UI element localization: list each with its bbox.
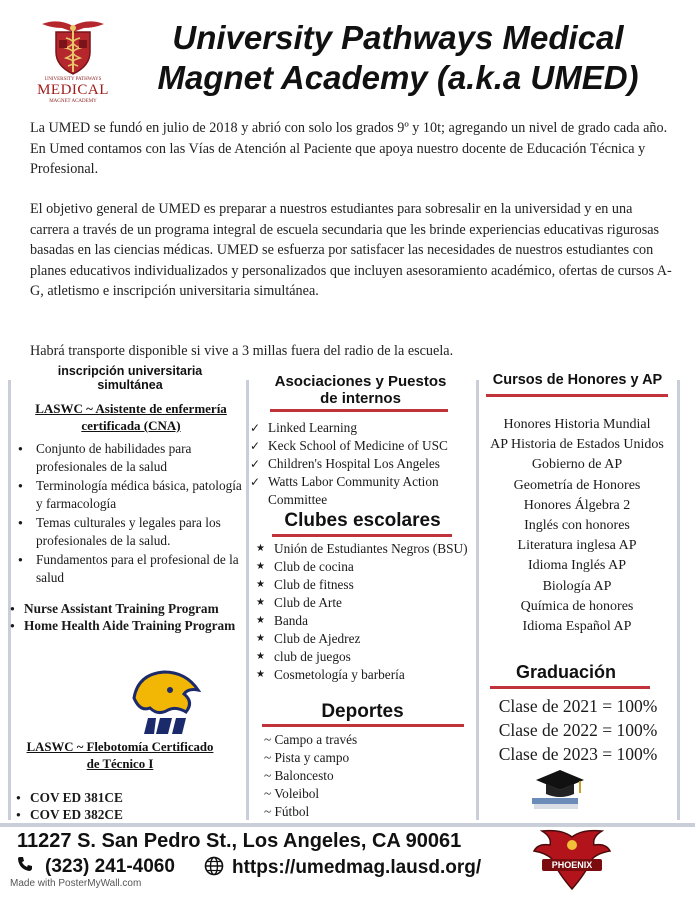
list-item: ● Temas culturales y legales para los profesionales de la salud. — [18, 514, 246, 550]
column-divider-mid — [246, 380, 249, 820]
list-item: ★ club de juegos — [256, 648, 476, 666]
list-item: ✓ Keck School of Medicine of USC — [250, 437, 480, 455]
list-item: ★ Club de Ajedrez — [256, 630, 476, 648]
list-item: ~ Fútbol — [264, 804, 310, 819]
list-item: ✓ Watts Labor Community Action Committee — [250, 473, 480, 509]
list-item: ● Nurse Assistant Training Program — [10, 600, 240, 617]
list-item: ~ Campo a través — [264, 732, 358, 747]
list-item: ~ Voleibol — [264, 786, 320, 801]
intro-paragraph: La UMED se fundó en julio de 2018 y abrió con solo los grados 9º y 10t; agregando un nivel de grado cada año. En Umed contamos con las Vías de Atención al Paciente que apoya nuestro docente de Educación Técnica y Profesional. — [30, 120, 668, 177]
sports-list — [264, 731, 464, 821]
objective-paragraph: El objetivo general de UMED es preparar a nuestros estudiantes para sobresalir en la universidad y en una carrera a través de un programa integral de escuela secundaria que les brinde experiencias educativas rigurosas basadas en las ciencias médicas. UMED se esfuerza por satisfacer las necesidades de nuestros estudiantes con planes educativos individualizados y personalizados que incluyen asesoramiento académico, ofertas de cursos A-G, atletismo e inscripción universitaria simultánea. — [30, 201, 672, 299]
list-item: ● COV ED 382CE — [16, 806, 216, 823]
list-item: ● Home Health Aide Training Program — [10, 617, 240, 634]
phoenix-label: PHOENIX — [551, 860, 593, 870]
address: 11227 S. San Pedro St., Los Angeles, CA 90061 — [17, 830, 462, 852]
sports-heading: Deportes — [321, 701, 404, 722]
list-item: AP Historia de Estados Unidos — [490, 437, 664, 453]
list-item: Gobierno de AP — [531, 457, 623, 473]
dual-enrollment-heading: inscripción universitaria simultánea — [57, 364, 203, 392]
list-item: ★ Club de Arte — [256, 594, 476, 612]
logo-line3: MAGNET ACADEMY — [49, 99, 97, 104]
list-item: ● Conjunto de habilidades para profesionales de la salud — [18, 440, 246, 476]
phoenix-mascot — [532, 827, 612, 893]
website-link[interactable]: https://umedmag.lausd.org/ — [232, 857, 482, 878]
honors-list — [484, 415, 670, 637]
column-divider-edge — [677, 380, 680, 820]
honors-rule — [486, 394, 668, 397]
list-item: ● COV ED 381CE — [16, 789, 216, 806]
list-item: Inglés con honores — [524, 518, 630, 534]
cna-list — [18, 440, 246, 587]
page-title: University Pathways Medical Magnet Academy (a.k.a UMED) — [157, 19, 639, 96]
list-item: Clase de 2021 = 100% — [498, 696, 658, 716]
list-item: ● Terminología médica básica, patología y farmacología — [18, 477, 246, 513]
lasc-logo — [128, 668, 202, 738]
list-item: Clase de 2022 = 100% — [498, 720, 658, 740]
list-item: ✓ Linked Learning — [250, 419, 480, 437]
website-line — [204, 856, 481, 882]
clubs-list — [256, 540, 476, 684]
clubs-heading: Clubes escolares — [284, 510, 441, 531]
logo-line2: MEDICAL — [37, 82, 109, 98]
list-item: ★ Club de cocina — [256, 558, 476, 576]
list-item: Idioma Inglés AP — [528, 558, 626, 574]
list-item: ~ Baloncesto — [264, 768, 334, 783]
list-item: Idioma Español AP — [522, 619, 632, 635]
graduation-heading: Graduación — [515, 662, 617, 682]
graduation-list — [480, 694, 676, 766]
list-item: Geometría de Honores — [513, 477, 641, 493]
programs-list — [10, 600, 240, 634]
list-item: Clase de 2023 = 100% — [498, 744, 658, 764]
list-item: ● Fundamentos para el profesional de la salud — [18, 551, 246, 587]
umed-logo — [28, 16, 118, 106]
graduation-cap-icon — [528, 766, 590, 812]
phlebotomy-title: LASWC ~ Flebotomía Certificado de Técnico I — [26, 740, 214, 771]
caduceus-shield-icon — [28, 16, 118, 78]
made-with-credit[interactable]: Made with PosterMyWall.com — [10, 878, 142, 889]
list-item: ★ Cosmetología y barbería — [256, 666, 476, 684]
honors-heading: Cursos de Honores y AP — [492, 372, 663, 388]
globe-icon — [204, 856, 226, 882]
partnerships-heading: Asociaciones y Puestos de internos — [274, 373, 447, 407]
list-item: Literatura inglesa AP — [517, 538, 637, 554]
partnerships-list — [250, 419, 480, 509]
clubs-rule — [272, 534, 452, 537]
list-item: ★ Unión de Estudiantes Negros (BSU) — [256, 540, 476, 558]
list-item: ★ Club de fitness — [256, 576, 476, 594]
list-item: Biología AP — [542, 578, 612, 594]
list-item: Honores Historia Mundial — [503, 417, 651, 432]
transport-paragraph: Habrá transporte disponible si vive a 3 millas fuera del radio de la escuela. — [30, 343, 454, 359]
courses-list — [16, 789, 216, 823]
list-item: Química de honores — [520, 598, 634, 614]
graduation-cap-image — [528, 766, 590, 812]
phone-number[interactable]: (323) 241-4060 — [45, 856, 175, 877]
graduation-rule — [490, 686, 650, 689]
list-item: ★ Banda — [256, 612, 476, 630]
logo-line1: UNIVERSITY PATHWAYS — [44, 77, 102, 82]
sports-rule — [262, 724, 464, 727]
phone-icon — [17, 856, 35, 878]
cna-title: LASWC ~ Asistente de enfermería certificada (CNA) — [35, 401, 227, 433]
cougar-icon — [128, 668, 202, 738]
list-item: Honores Álgebra 2 — [523, 497, 631, 513]
partnerships-rule — [270, 409, 448, 412]
phone-line — [17, 856, 175, 878]
list-item: ✓ Children's Hospital Los Angeles — [250, 455, 480, 473]
list-item: ~ Pista y campo — [264, 750, 350, 765]
